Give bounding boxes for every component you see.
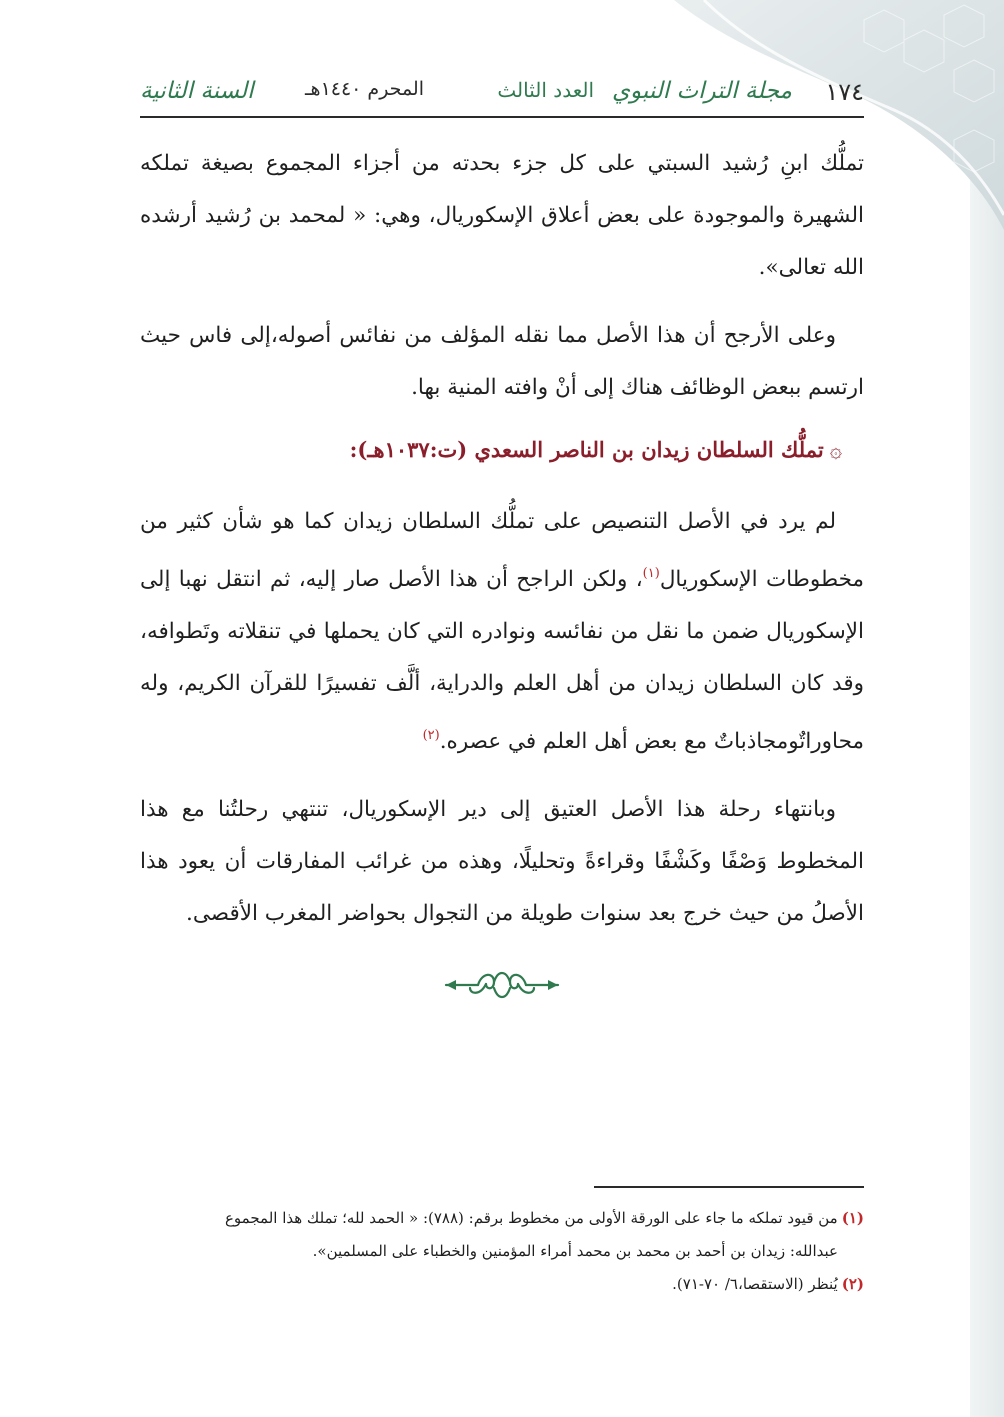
footnote-2-line-1: يُنظر (الاستقصا،٦/ ٧٠-٧١). [672,1275,838,1293]
paragraph-3-part-1: لم يرد في الأصل التنصيص على تملُّك السلطان زيدان كما هو شأن كثير من مخطوطات الإسكوريال [140,509,864,592]
paragraph-1: تملُّك ابنِ رُشيد السبتي على كل جزء بحدته من أجزاء المجموع بصيغة تملكه الشهيرة والموجودة على بعض أعلاق الإسكوريال، وهي: « لمحمد بن رُشيد أرشده الله تعالى». [140,151,864,280]
main-content [140,138,864,956]
footnote-1 [140,1202,864,1235]
footnote-2-number: (٢) [841,1275,864,1293]
footnote-ref-2[interactable]: (٢) [422,728,440,743]
footnotes [140,1202,864,1301]
paragraph-4: وبانتهاء رحلة هذا الأصل العتيق إلى دير الإسكوريال، تنتهي رحلتُنا مع هذا المخطوط وَصْفًا وكَشْفًا وقراءةً وتحليلًا، وهذه من غرائب المفارقات أن يعود هذا الأصلُ من حيث خرج بعد سنوات طويلة من التجوال بحواضر المغرب الأقصى. [140,797,864,926]
year-label: السنة الثانية [140,78,254,104]
section-heading-text: تملُّك السلطان زيدان بن الناصر السعدي (ت:١٠٣٧هـ): [349,437,824,462]
ornament-bullet-icon: ۞ [829,438,842,462]
header-divider [140,116,864,118]
paragraph-2: وعلى الأرجح أن هذا الأصل مما نقله المؤلف من نفائس أصوله،إلى فاس حيث ارتسم ببعض الوظائف هناك إلى أنْ وافته المنية بها. [140,323,864,400]
paragraph-3-part-2: ، ولكن الراجح أن هذا الأصل صار إليه، ثم انتقل نهبا إلى الإسكوريال ضمن ما نقل من نفائسه ونوادره التي كان يحملها في تنقلاته وتَطوافه، وقد كان السلطان زيدان من أهل العلم والدراية، ألَّف تفسيرًا للقرآن الكريم، وله محاوراتٌومجاذباتٌ مع بعض أهل العلم في عصره. [140,567,864,754]
footnote-divider [594,1186,864,1188]
section-end-ornament-icon [0,958,1004,1008]
paragraph-3 [140,496,864,768]
footnote-1-continuation: عبدالله: زيدان بن أحمد بن محمد بن محمد أمراء المؤمنين والخطباء على المسلمين». [312,1242,838,1260]
issue-date: المحرم ١٤٤٠هـ [304,78,424,100]
journal-title: مجلة التراث النبوي [612,78,792,104]
section-heading [140,430,864,470]
page-header [140,72,864,116]
issue-label: العدد الثالث [497,78,594,102]
footnote-ref-1[interactable]: (١) [642,566,660,581]
footnote-2 [140,1268,864,1301]
footnote-1-number: (١) [841,1209,864,1227]
footnote-1-line-1: من قيود تملكه ما جاء على الورقة الأولى من مخطوط برقم: (٧٨٨): « الحمد لله؛ تملك هذا المجموع [224,1209,838,1227]
page-number: ١٧٤ [825,78,864,106]
